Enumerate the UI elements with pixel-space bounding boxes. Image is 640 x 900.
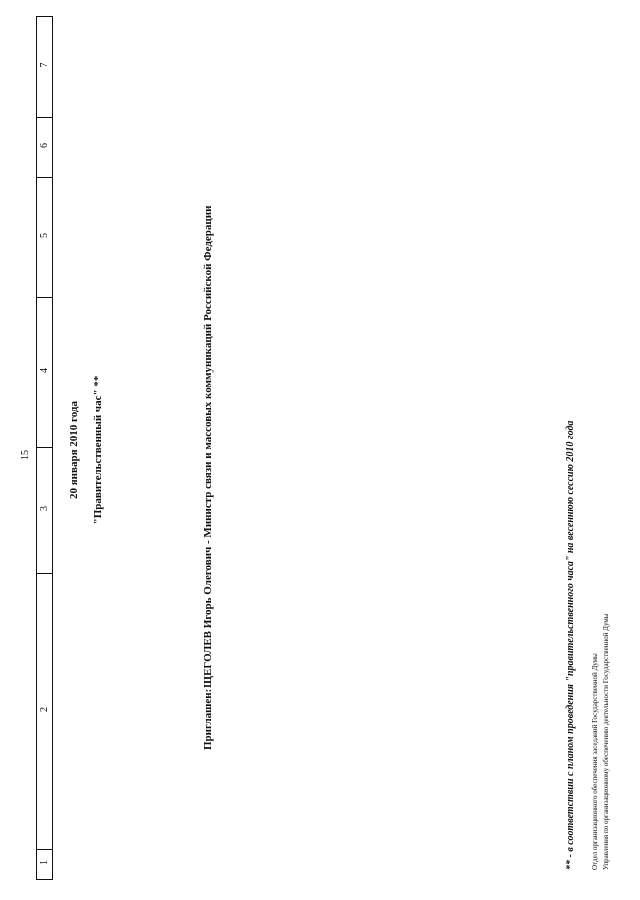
column-header-6: 6: [37, 117, 52, 177]
column-header-table: [36, 16, 53, 880]
footnote: ** - в соответствии с планом проведения "правительственного часа" на весеннюю сессию 2010 года: [565, 420, 576, 870]
column-header-1: 1: [37, 849, 52, 879]
department-line-2: Управления по организационному обеспечению деятельности Государственной Думы: [602, 613, 610, 870]
session-title: "Правительственный час" **: [92, 375, 104, 525]
column-header-5: 5: [37, 177, 52, 297]
invited-person: ЩЕГОЛЕВ Игорь Олегович - Министр связи и массовых коммуникаций Российской Федерации: [202, 205, 214, 688]
page-number: 15: [20, 450, 31, 460]
column-header-7: 7: [39, 62, 50, 68]
invited-label: Приглашен:: [202, 688, 214, 750]
column-header-2: 2: [37, 573, 52, 849]
department-line-1: Отдел организационного обеспечения заседаний Государственной Думы: [591, 653, 599, 870]
session-date: 20 января 2010 года: [68, 400, 80, 500]
column-header-4: 4: [37, 297, 52, 447]
column-header-3: 3: [37, 447, 52, 573]
